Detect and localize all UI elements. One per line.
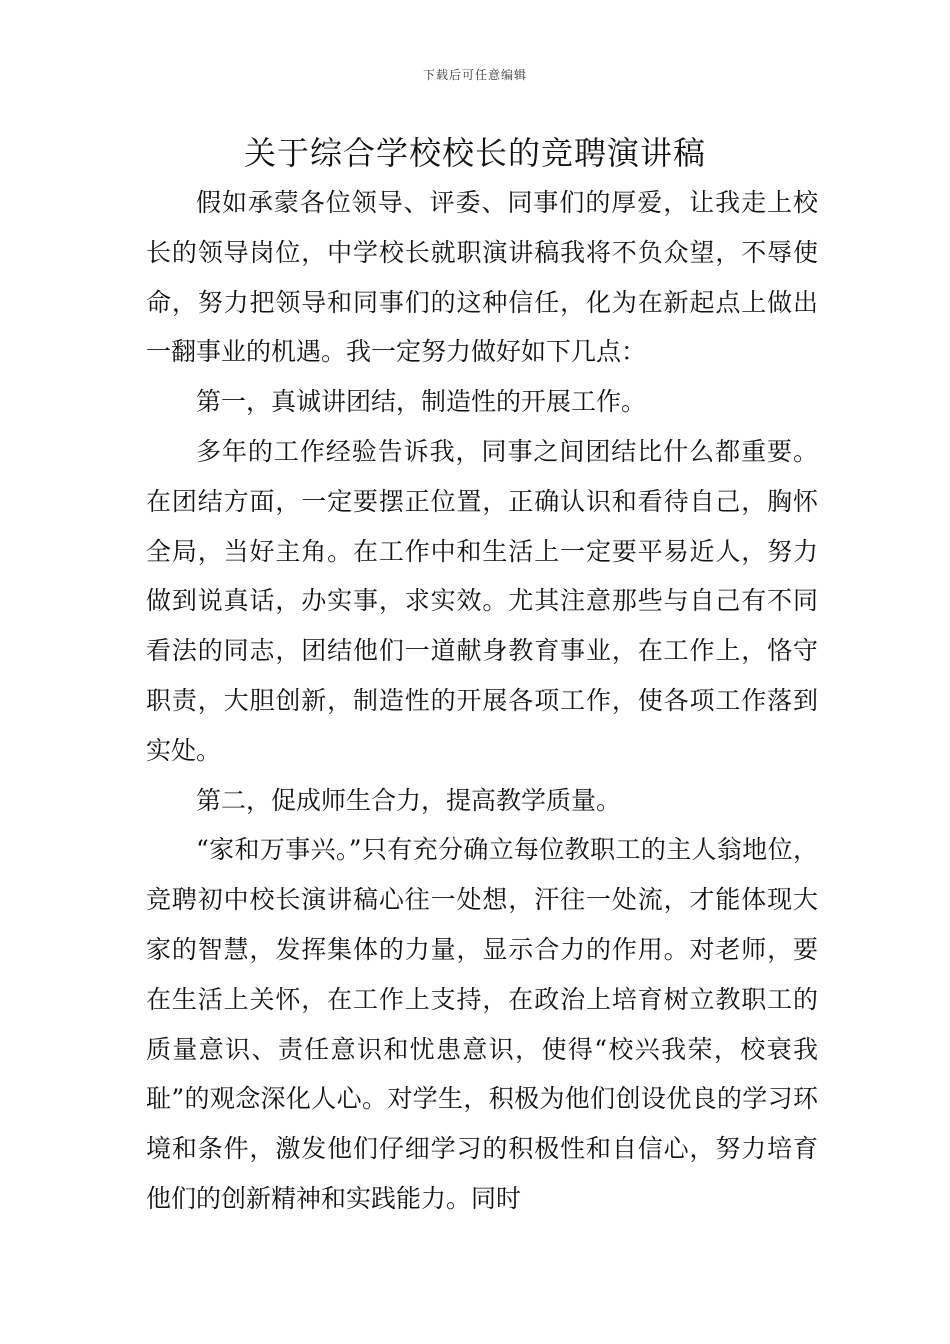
paragraph-intro: 假如承蒙各位领导、评委、同事们的厚爱，让我走上校长的领导岗位，中学校长就职演讲稿我将不负众望，不辱使命，努力把领导和同事们的这种信任，化为在新起点上做出一翻事业的机遇。我一定努力做好如下几点：: [146, 188, 818, 367]
paragraph-teaching: “家和万事兴。”只有充分确立每位教职工的主人翁地位，竞聘初中校长演讲稿心往一处想，汗往一处流，才能体现大家的智慧，发挥集体的力量，显示合力的作用。对老师，要在生活上关怀，在工作上支持，在政治上培育树立教职工的质量意识、责任意识和忧患意识，使得“校兴我荣，校衰我耻”的观念深化人心。对学生，积极为他们创设优良的学习环境和条件，激发他们仔细学习的积极性和自信心，努力培育他们的创新精神和实践能力。同时: [146, 835, 818, 1213]
paragraph-unity: 多年的工作经验告诉我，同事之间团结比什么都重要。在团结方面，一定要摆正位置，正确认识和看待自己，胸怀全局，当好主角。在工作中和生活上一定要平易近人，努力做到说真话，办实事，求实效。尤其注意那些与自己有不同看法的同志，团结他们一道献身教育事业，在工作上，恪守职责，大胆创新，制造性的开展各项工作，使各项工作落到实处。: [146, 436, 818, 765]
header-note: 下载后可任意编辑: [422, 68, 527, 82]
section-heading-second: 第二，促成师生合力，提高教学质量。: [196, 785, 622, 815]
section-heading-first: 第一，真诚讲团结，制造性的开展工作。: [196, 387, 647, 417]
document-body: [146, 178, 818, 1224]
page-title: 关于综合学校校长的竞聘演讲稿: [243, 134, 706, 172]
